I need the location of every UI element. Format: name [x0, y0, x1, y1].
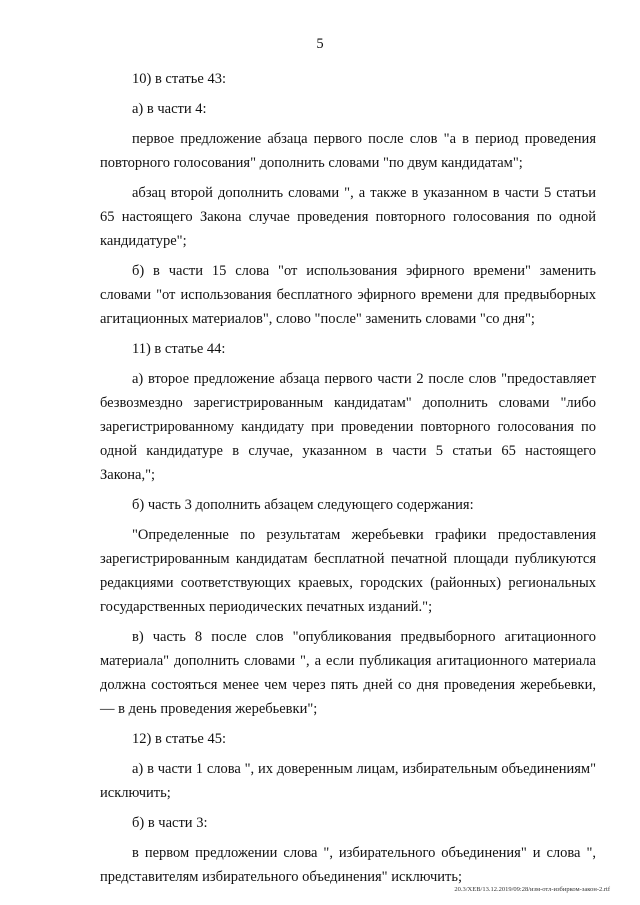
paragraph: б) в части 3:	[132, 815, 208, 831]
paragraph: 11) в статье 44:	[132, 341, 226, 357]
paragraph: а) в части 1 слова ", их доверенным лицам, избирательным объединениям" исключить;	[100, 761, 596, 801]
paragraph: 12) в статье 45:	[132, 731, 226, 747]
paragraph: в первом предложении слова ", избирательного объединения" и слова ", представителям избирательного объединения" исключить;	[100, 845, 596, 885]
paragraph: "Определенные по результатам жеребьевки графики предоставления зарегистрированным кандидатам бесплатной печатной площади публикуются редакциями соответствующих краевых, городских (районных) региональных государственных периодических печатных изданий.";	[100, 527, 596, 615]
page-number: 5	[316, 36, 324, 52]
paragraph: б) часть 3 дополнить абзацем следующего содержания:	[132, 497, 474, 513]
document-body	[100, 67, 596, 895]
paragraph: а) второе предложение абзаца первого части 2 после слов "предоставляет безвозмездно зарегистрированным кандидатам" дополнить словами "либо зарегистрированному кандидату при проведении повторного голосования по одной кандидатуре в случае, указанном в части 5 статьи 65 настоящего Закона,";	[100, 371, 596, 483]
paragraph: первое предложение абзаца первого после слов "а в период проведения повторного голосования" дополнить словами "по двум кандидатам";	[100, 131, 596, 171]
paragraph: 10) в статье 43:	[132, 71, 226, 87]
paragraph: в) часть 8 после слов "опубликования предвыборного агитационного материала" дополнить словами ", а если публикация агитационного материала должна состояться менее чем через пять дней со дня проведения жеребьевки, — в день проведения жеребьевки";	[100, 629, 596, 717]
paragraph: абзац второй дополнить словами ", а также в указанном в части 5 статьи 65 настоящего Закона случае проведения повторного голосования по одной кандидатуре";	[100, 185, 596, 249]
paragraph: а) в части 4:	[132, 101, 207, 117]
paragraph: б) в части 15 слова "от использования эфирного времени" заменить словами "от использования бесплатного эфирного времени для предвыборных агитационных материалов", слово "после" заменить словами "со дня";	[100, 263, 596, 327]
document-footer-path: 20.3/ХЕВ/13.12.2019/09:28/изм-отл-избирком-закон-2.rtf	[454, 886, 610, 893]
